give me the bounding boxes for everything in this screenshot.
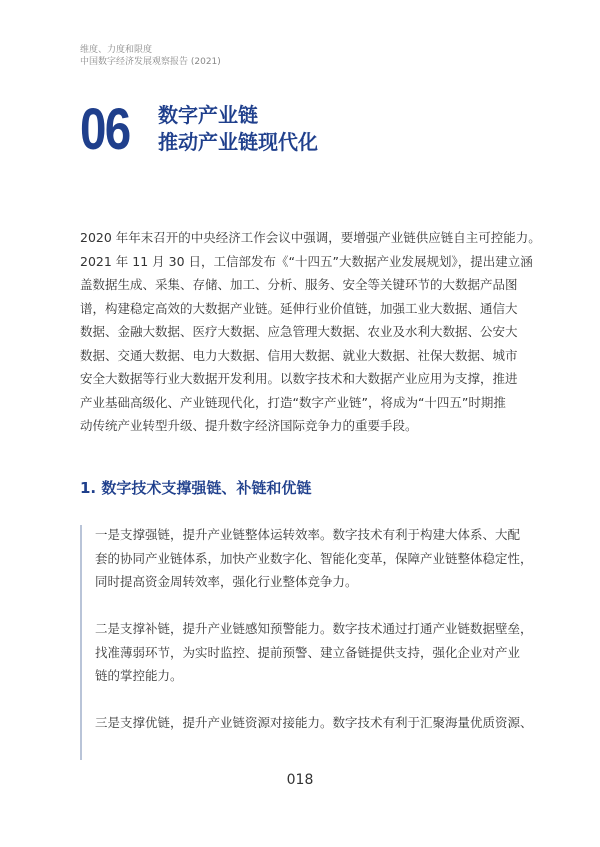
quote-line: 三是支撑优链，提升产业链资源对接能力。数字技术有利于汇聚海量优质资源、	[95, 715, 533, 730]
intro-line: 数据、金融大数据、医疗大数据、应急管理大数据、农业及水利大数据、公安大	[80, 324, 518, 339]
quote-paragraph-3	[95, 711, 542, 735]
intro-line: 数据、交通大数据、电力大数据、信用大数据、就业大数据、社保大数据、城市	[80, 347, 518, 363]
intro-line: 2020 年年末召开的中央经济工作会议中强调，要增强产业链供应链自主可控能力。	[80, 230, 541, 245]
quote-block	[95, 523, 542, 758]
quote-line: 套的协同产业链体系，加快产业数字化、智能化变革，保障产业链整体稳定性，	[95, 550, 533, 566]
running-header	[80, 44, 221, 68]
intro-line: 动传统产业转型升级、提升数字经济国际竞争力的重要手段。	[80, 418, 418, 433]
quote-line: 链的掌控能力。	[95, 668, 183, 683]
intro-line: 产业基础高级化、产业链现代化，打造“数字产业链”，将成为“十四五”时期推	[80, 394, 506, 410]
chapter-titles	[158, 102, 318, 156]
chapter-number: 06	[80, 97, 130, 162]
quote-line: 二是支撑补链，提升产业链感知预警能力。数字技术通过打通产业链数据壁垒，	[95, 621, 533, 636]
quote-paragraph-2	[95, 617, 542, 688]
page-number: 018	[286, 772, 314, 788]
quote-line: 一是支撑强链，提升产业链整体运转效率。数字技术有利于构建大体系、大配	[95, 527, 521, 542]
intro-line: 盖数据生成、采集、存储、加工、分析、服务、安全等关键环节的大数据产品图	[80, 277, 518, 292]
intro-paragraph	[80, 226, 542, 438]
chapter-title-line-1: 数字产业链	[158, 103, 258, 127]
quote-bar	[80, 525, 82, 760]
quote-line: 同时提高资金周转效率，强化行业整体竞争力。	[95, 574, 358, 589]
header-line-2: 中国数字经济发展观察报告 (2021)	[80, 57, 221, 67]
intro-line: 安全大数据等行业大数据开发利用。以数字技术和大数据产业应用为支撑，推进	[80, 371, 518, 386]
intro-line: 2021 年 11 月 30 日，工信部发布《“十四五”大数据产业发展规划》，提出建立涵	[80, 253, 533, 269]
section-title: 1. 数字技术支撑强链、补链和优链	[80, 479, 312, 497]
quote-line: 找准薄弱环节，为实时监控、提前预警、建立备链提供支持，强化企业对产业	[95, 644, 521, 660]
header-line-1: 维度、力度和限度	[80, 45, 153, 55]
chapter-title-line-2: 推动产业链现代化	[158, 130, 318, 154]
quote-paragraph-1	[95, 523, 542, 594]
intro-line: 谱，构建稳定高效的大数据产业链。延伸行业价值链，加强工业大数据、通信大	[80, 300, 518, 316]
